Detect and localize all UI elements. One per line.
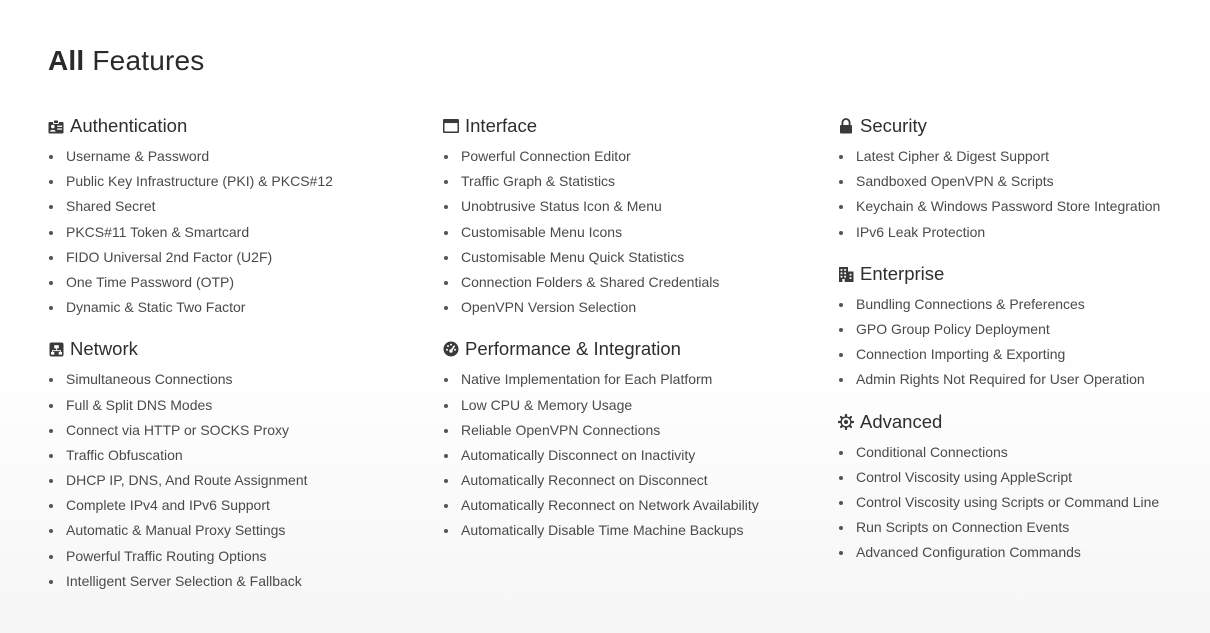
id-card-icon (48, 118, 64, 134)
feature-item: Simultaneous Connections (48, 367, 408, 392)
feature-item: Automatically Disable Time Machine Backups (443, 518, 803, 543)
feature-item: Customisable Menu Quick Statistics (443, 245, 803, 270)
section-title: Network (70, 338, 138, 360)
feature-section-enterprise (838, 260, 1198, 393)
feature-item: Customisable Menu Icons (443, 220, 803, 245)
section-heading (838, 260, 1198, 288)
feature-item: Complete IPv4 and IPv6 Support (48, 493, 408, 518)
feature-item: Powerful Connection Editor (443, 144, 803, 169)
section-title: Advanced (860, 410, 943, 432)
feature-item: Bundling Connections & Preferences (838, 292, 1198, 317)
section-heading (838, 408, 1198, 436)
feature-item: Dynamic & Static Two Factor (48, 295, 408, 320)
feature-item: IPv6 Leak Protection (838, 220, 1198, 245)
feature-item: Advanced Configuration Commands (838, 540, 1198, 565)
feature-item: PKCS#11 Token & Smartcard (48, 220, 408, 245)
feature-section-performance-and-integration (443, 335, 803, 543)
feature-item: Run Scripts on Connection Events (838, 515, 1198, 540)
feature-item: Control Viscosity using Scripts or Command Line (838, 490, 1198, 515)
feature-item: Reliable OpenVPN Connections (443, 418, 803, 443)
section-title: Interface (465, 115, 537, 136)
feature-list (443, 144, 803, 320)
feature-list (838, 440, 1198, 566)
features-column-2 (443, 112, 803, 559)
window-icon (443, 118, 459, 134)
feature-item: Keychain & Windows Password Store Integration (838, 194, 1198, 219)
feature-item: Sandboxed OpenVPN & Scripts (838, 169, 1198, 194)
feature-item: One Time Password (OTP) (48, 270, 408, 295)
feature-item: Low CPU & Memory Usage (443, 393, 803, 418)
features-column-3 (838, 112, 1198, 580)
feature-item: Latest Cipher & Digest Support (838, 144, 1198, 169)
feature-item: Connect via HTTP or SOCKS Proxy (48, 418, 408, 443)
network-icon (48, 341, 64, 357)
feature-section-authentication (48, 112, 408, 320)
section-heading (443, 335, 803, 363)
feature-list (48, 367, 408, 594)
feature-item: Automatically Reconnect on Network Availability (443, 493, 803, 518)
feature-item: Intelligent Server Selection & Fallback (48, 569, 408, 594)
feature-item: Traffic Graph & Statistics (443, 169, 803, 194)
feature-item: Automatically Reconnect on Disconnect (443, 468, 803, 493)
features-column-1 (48, 112, 408, 609)
feature-item: Automatic & Manual Proxy Settings (48, 518, 408, 543)
section-title: Security (860, 115, 927, 136)
feature-item: Traffic Obfuscation (48, 443, 408, 468)
feature-section-network (48, 335, 408, 594)
feature-list (48, 144, 408, 320)
section-heading (838, 112, 1198, 140)
feature-item: Powerful Traffic Routing Options (48, 544, 408, 569)
gear-icon (838, 414, 854, 430)
section-title: Performance & Integration (465, 338, 681, 360)
feature-section-advanced (838, 408, 1198, 566)
feature-list (838, 292, 1198, 393)
section-heading (48, 112, 408, 140)
feature-item: Admin Rights Not Required for User Operation (838, 367, 1198, 392)
feature-item: Connection Folders & Shared Credentials (443, 270, 803, 295)
feature-item: Username & Password (48, 144, 408, 169)
feature-item: DHCP IP, DNS, And Route Assignment (48, 468, 408, 493)
section-title: Enterprise (860, 262, 945, 284)
feature-section-interface (443, 112, 803, 320)
building-icon (838, 266, 854, 282)
gauge-icon (443, 341, 459, 357)
feature-item: GPO Group Policy Deployment (838, 317, 1198, 342)
feature-item: Automatically Disconnect on Inactivity (443, 443, 803, 468)
feature-section-security (838, 112, 1198, 245)
feature-list (443, 367, 803, 543)
feature-item: Native Implementation for Each Platform (443, 367, 803, 392)
section-heading (48, 335, 408, 363)
page-title-bold: All (48, 45, 85, 76)
feature-item: Conditional Connections (838, 440, 1198, 465)
feature-item: Public Key Infrastructure (PKI) & PKCS#12 (48, 169, 408, 194)
feature-item: Unobtrusive Status Icon & Menu (443, 194, 803, 219)
page-title (48, 44, 204, 78)
feature-item: OpenVPN Version Selection (443, 295, 803, 320)
feature-item: Control Viscosity using AppleScript (838, 465, 1198, 490)
feature-item: Connection Importing & Exporting (838, 342, 1198, 367)
lock-icon (838, 118, 854, 134)
section-title: Authentication (70, 115, 188, 136)
section-heading (443, 112, 803, 140)
page-title-rest: Features (84, 45, 205, 76)
feature-item: FIDO Universal 2nd Factor (U2F) (48, 245, 408, 270)
feature-list (838, 144, 1198, 245)
feature-item: Full & Split DNS Modes (48, 393, 408, 418)
feature-item: Shared Secret (48, 194, 408, 219)
